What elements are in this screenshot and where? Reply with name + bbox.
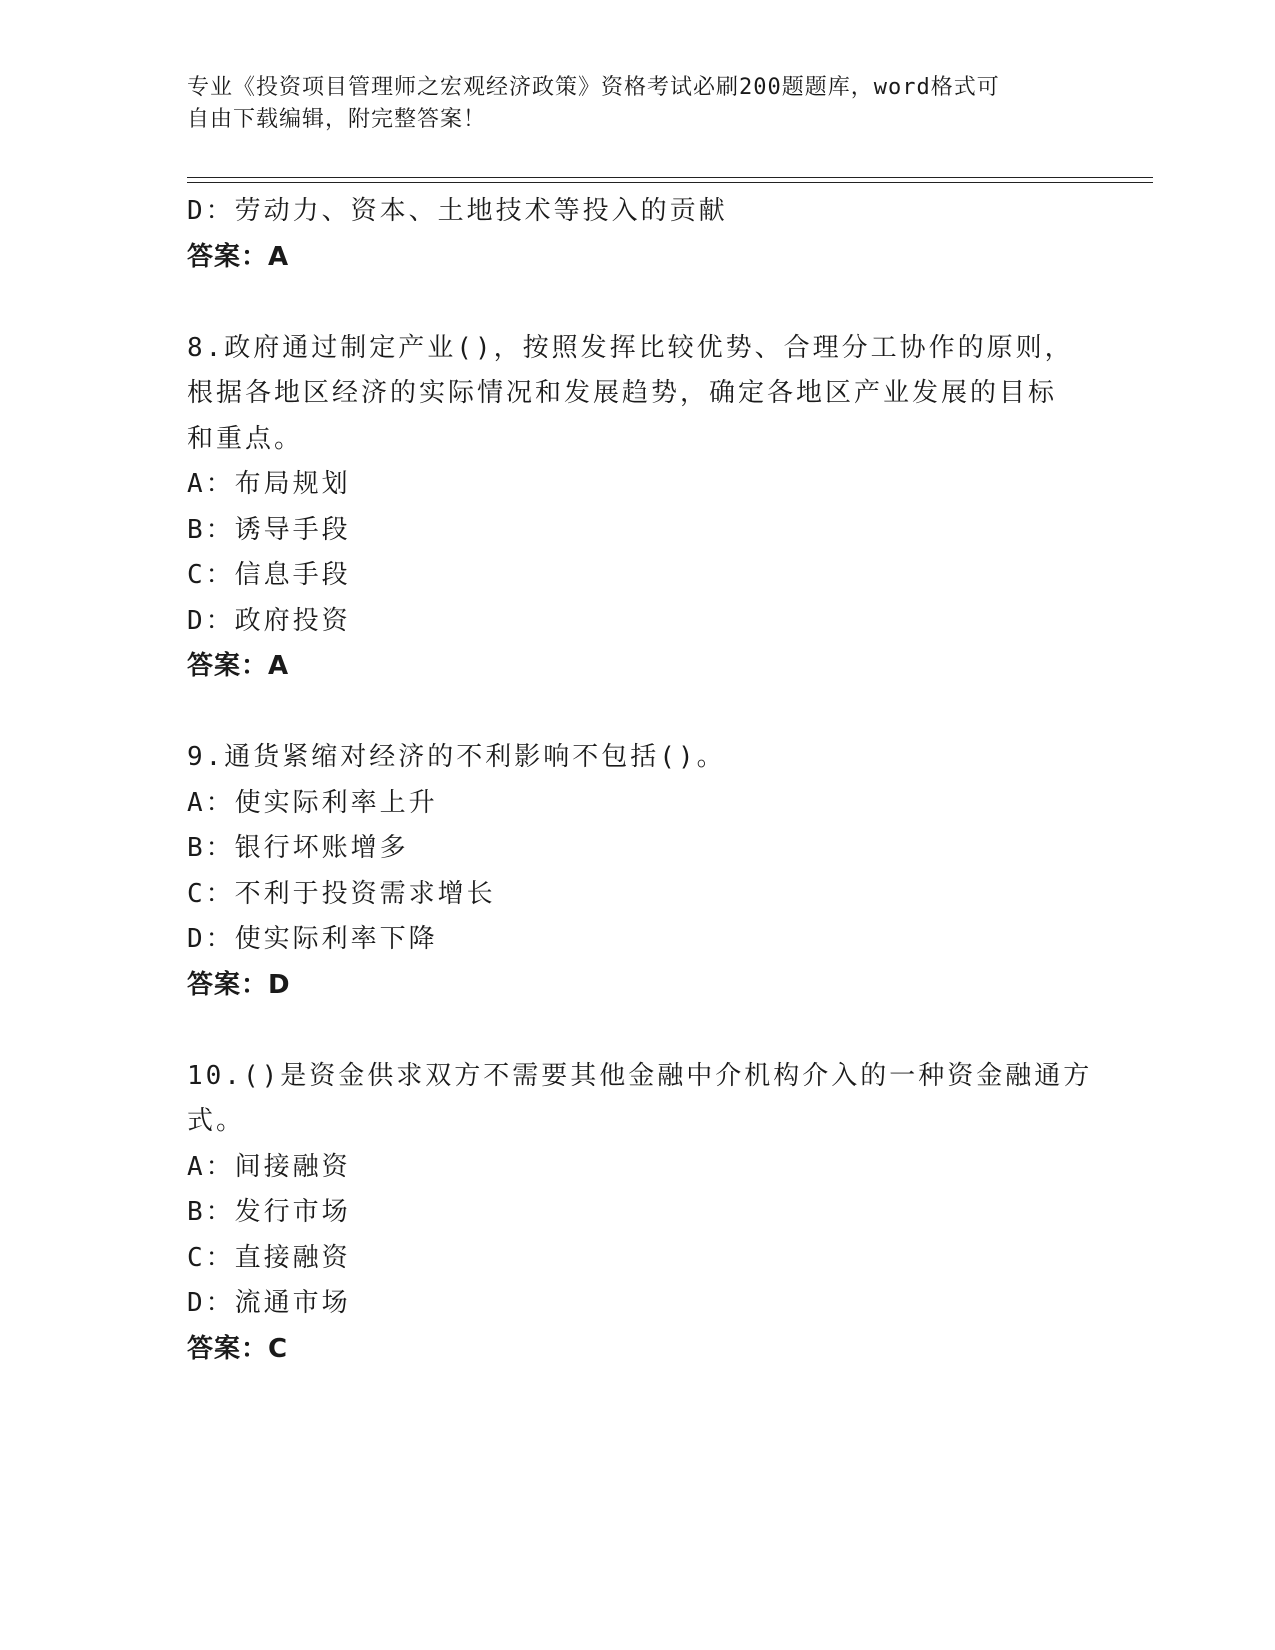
option-c: C：信息手段 (187, 560, 351, 590)
question-text-line: 10.()是资金供求双方不需要其他金融中介机构介入的一种资金融通方 (187, 1060, 1093, 1091)
header-rule-top (187, 177, 1153, 178)
question-text-line: 9.通货紧缩对经济的不利影响不包括()。 (187, 742, 726, 772)
question-text-line: 8.政府通过制定产业()，按照发挥比较优势、合理分工协作的原则， (187, 332, 1074, 363)
previous-question-tail (187, 189, 1087, 280)
answer-line: 答案：C (187, 1333, 289, 1364)
answer-line: 答案：A (187, 241, 290, 272)
option-a: A：间接融资 (187, 1151, 351, 1182)
spacer (187, 280, 1087, 326)
header-line-2: 自由下载编辑，附完整答案！ (187, 107, 487, 132)
question-10 (187, 1054, 1093, 1373)
option-b: B：发行市场 (187, 1197, 351, 1227)
option-c: C：直接融资 (187, 1242, 351, 1273)
header-rule-bottom (187, 182, 1153, 183)
option-a: A：使实际利率上升 (187, 787, 438, 818)
answer-line: 答案：A (187, 651, 290, 681)
spacer (187, 690, 1087, 736)
option-d: D：流通市场 (187, 1288, 351, 1318)
document-header (187, 72, 1067, 136)
question-8 (187, 326, 1087, 690)
question-text-line: 式。 (187, 1106, 246, 1136)
answer-line: 答案：D (187, 969, 291, 1000)
header-line-1: 专业《投资项目管理师之宏观经济政策》资格考试必刷200题题库，word格式可 (187, 75, 1000, 100)
option-b: B：诱导手段 (187, 514, 351, 545)
option-d: D：政府投资 (187, 605, 351, 636)
document-body (187, 189, 1093, 1372)
question-text-line: 和重点。 (187, 423, 304, 454)
option-c: C：不利于投资需求增长 (187, 878, 496, 909)
option-a: A：布局规划 (187, 469, 351, 499)
question-9 (187, 735, 1087, 1008)
option-b: B：银行坏账增多 (187, 833, 409, 863)
question-text-line: 根据各地区经济的实际情况和发展趋势，确定各地区产业发展的目标 (187, 378, 1058, 408)
option-d: D：使实际利率下降 (187, 924, 438, 954)
spacer (187, 1008, 1087, 1054)
option-d: D：劳动力、资本、土地技术等投入的贡献 (187, 196, 728, 226)
